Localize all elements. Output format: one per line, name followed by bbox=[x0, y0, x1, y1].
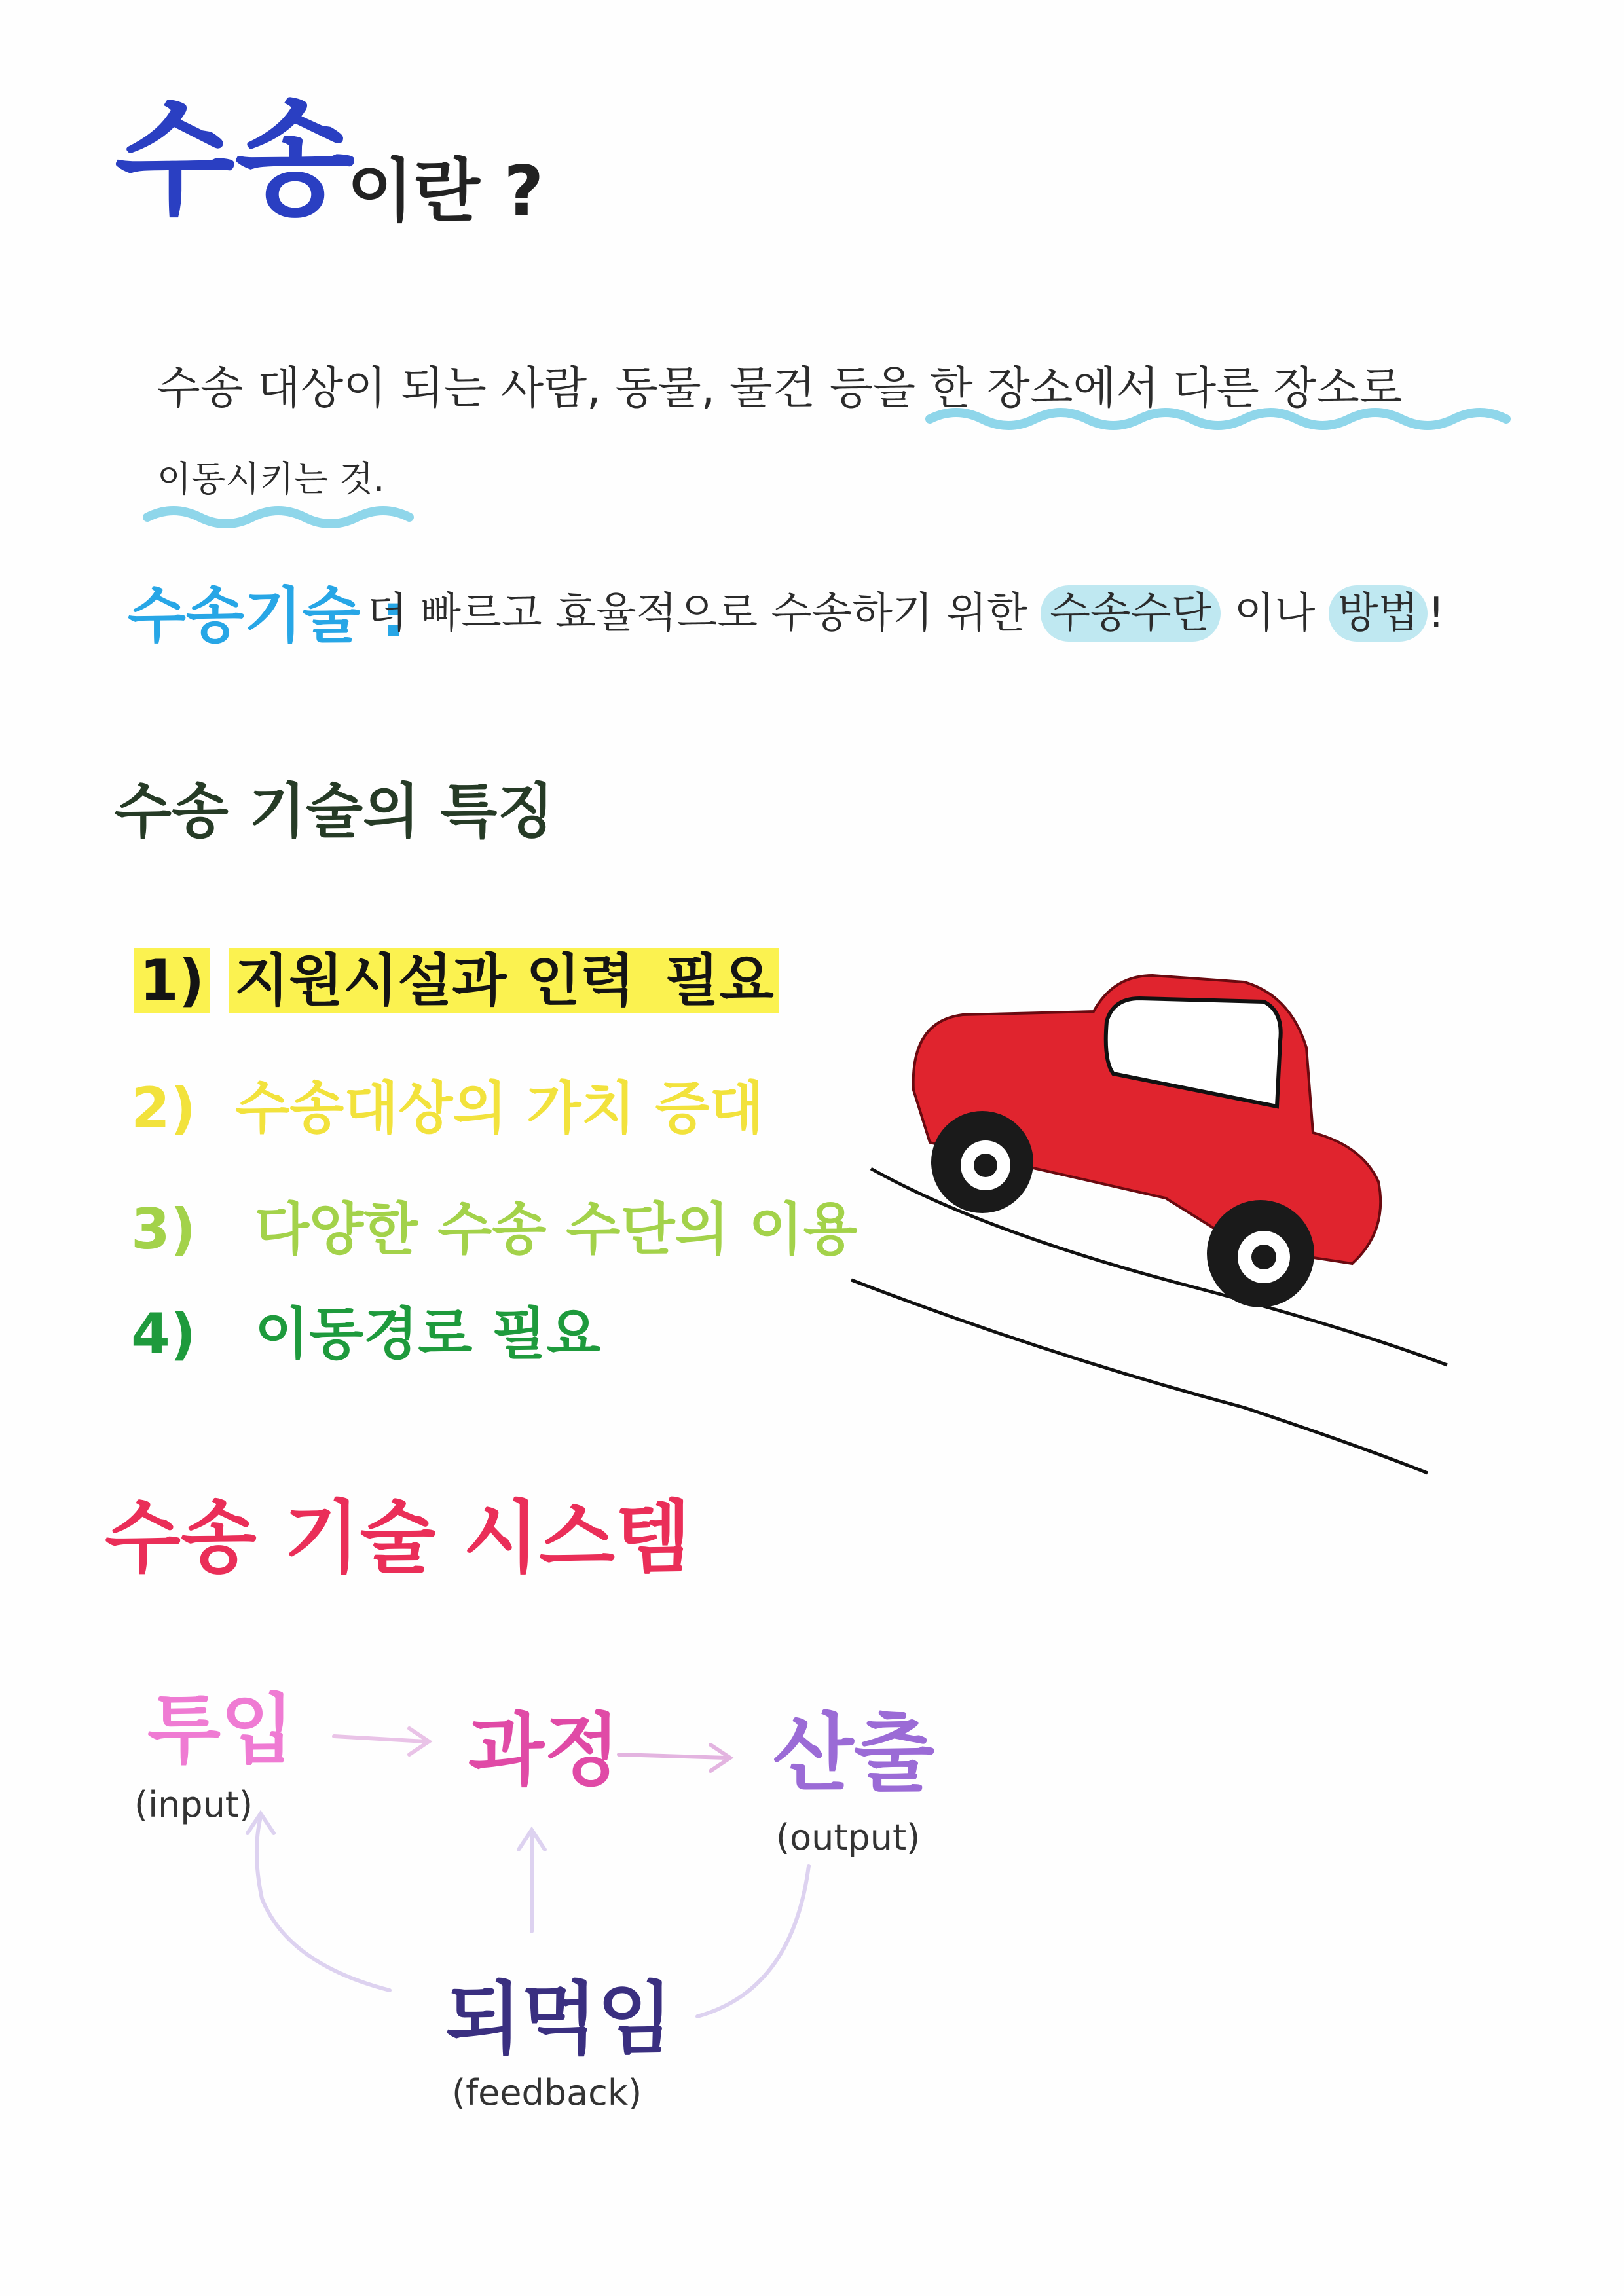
feature-num: 1) bbox=[134, 948, 210, 1013]
title-main: 수송 bbox=[115, 88, 356, 232]
definition-highlight: 한 장소에서 다른 장소로 bbox=[929, 363, 1403, 414]
output-word: 산출 bbox=[773, 1705, 935, 1802]
feature-text-emph: 필요 bbox=[660, 948, 779, 1013]
input-sub: (input) bbox=[134, 1784, 253, 1825]
output-sub: (output) bbox=[776, 1817, 921, 1858]
definition-line-2: 이동시키는 것. bbox=[157, 458, 385, 500]
feature-text: 수송대상의 가치 증대 bbox=[235, 1076, 764, 1141]
feedback-word: 되먹임 bbox=[445, 1974, 673, 2065]
feature-num: 4) bbox=[131, 1302, 196, 1367]
feature-text: 이동경로 필요 bbox=[254, 1302, 601, 1367]
feedback-sub: (feedback) bbox=[452, 2072, 642, 2113]
arrow-feedback-input bbox=[248, 1813, 390, 1990]
arrow-process-output bbox=[619, 1745, 730, 1771]
feature-num: 2) bbox=[131, 1076, 196, 1141]
arrow-feedback-process bbox=[519, 1830, 545, 1931]
system-heading: 수송 기술 시스템 bbox=[105, 1493, 691, 1584]
input-word: 투입 bbox=[147, 1686, 295, 1774]
transport-tech-text-a: 더 빠르고 효율적으로 수송하기 위한 bbox=[367, 589, 1041, 638]
definition-text: 수송 대상이 되는 사람, 동물, 물건 등을 bbox=[157, 363, 930, 414]
feature-num: 3) bbox=[131, 1197, 196, 1262]
feature-text: 다양한 수송 수단의 이용 bbox=[254, 1197, 858, 1262]
wave-underline-2 bbox=[147, 511, 409, 524]
arrow-input-process bbox=[334, 1728, 429, 1755]
road-line-lower bbox=[851, 1280, 1428, 1473]
red-car-icon bbox=[913, 975, 1381, 1307]
features-heading: 수송 기술의 특징 bbox=[115, 777, 555, 846]
transport-tech-text-b: 이나 bbox=[1221, 589, 1329, 638]
feature-text: 지원시설과 인력 bbox=[229, 948, 659, 1013]
transport-tech-text-c: ! bbox=[1428, 589, 1445, 638]
wave-underline-1 bbox=[930, 412, 1506, 426]
highlight-method: 방법 bbox=[1329, 585, 1428, 642]
title-rest: 이란 ? bbox=[347, 151, 544, 231]
process-word: 과정 bbox=[468, 1705, 620, 1796]
transport-tech-label: 수송기술 : bbox=[128, 581, 406, 651]
arrow-output-feedback bbox=[697, 1866, 809, 2016]
highlight-means: 수송수단 bbox=[1041, 585, 1221, 642]
